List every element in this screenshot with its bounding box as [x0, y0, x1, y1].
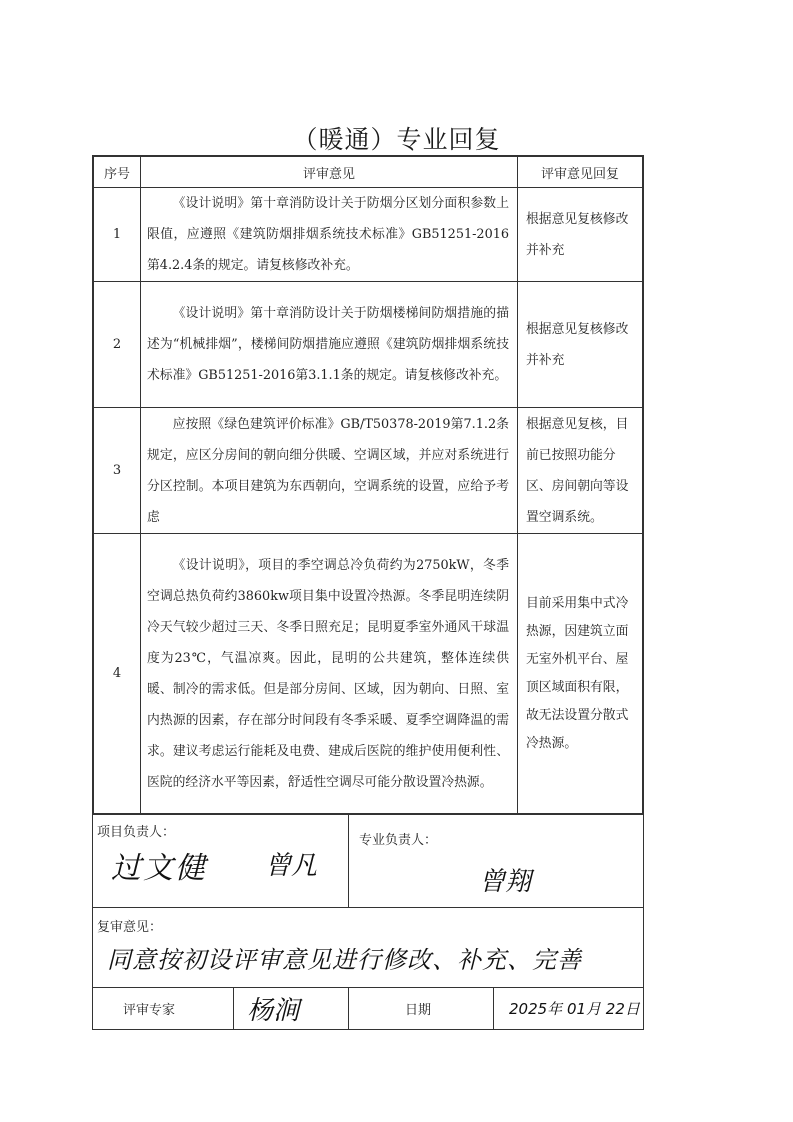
row-reply [518, 188, 643, 282]
date-value: 2025年 01月 22日 [509, 1000, 640, 1018]
expert-signature: 杨涧 [247, 996, 300, 1026]
project-leader-signature-2: 曾凡 [265, 851, 318, 881]
header-reply: 评审意见回复 [518, 157, 643, 188]
header-no: 序号 [94, 157, 141, 188]
opinion-text: 《设计说明》第十章消防设计关于防烟楼梯间防烟措施的描述为“机械排烟”，楼梯间防烟措施应遵照《建筑防烟排烟系统技术标准》GB51251-2016第3.1.1条的规定。请复核修改补充。 [147, 306, 509, 383]
discipline-leader-label: 专业负责人： [359, 833, 438, 848]
review-form [92, 155, 644, 1030]
row-reply [518, 534, 643, 814]
table-row [94, 282, 643, 408]
reply-text: 目前采用集中式冷热源，因建筑立面无室外机平台、屋顶区域面积有限，故无法设置分散式冷热源。 [526, 595, 629, 751]
opinion-text: 《设计说明》，项目的季空调总冷负荷约为2750kW，冬季空调总热负荷约3860kw项目集中设置冷热源。冬季昆明连续阴冷天气较少超过三天、冬季日照充足；昆明夏季室外通风干球温度为23℃，气温凉爽。因此，昆明的公共建筑，整体连续供暖、制冷的需求低。但是部分房间、区域，因为朝向、日照、室内热源的因素，存在部分时间段有冬季采暖、夏季空调降温的需求。建议考虑运行能耗及电费、建成后医院的维护使用便利性、医院的经济水平等因素，舒适性空调尽可能分散设置冷热源。 [147, 557, 509, 790]
opinion-text: 应按照《绿色建筑评价标准》GB/T50378-2019第7.1.2条规定，应区分房间的朝向细分供暖、空调区域，并应对系统进行分区控制。本项目建筑为东西朝向，空调系统的设置，应给予考虑 [147, 416, 509, 525]
row-opinion [141, 408, 518, 534]
row-number: 2 [94, 282, 141, 408]
header-opinion: 评审意见 [141, 157, 518, 188]
row-opinion [141, 534, 518, 814]
table-row [94, 534, 643, 814]
row-reply [518, 408, 643, 534]
re-review-handwritten: 同意按初设评审意见进行修改、补充、完善 [107, 946, 582, 974]
row-opinion [141, 282, 518, 408]
expert-row [93, 987, 643, 1029]
table-row [94, 408, 643, 534]
row-reply [518, 282, 643, 408]
table-header-row [94, 157, 643, 188]
reply-text: 根据意见复核，目前已按照功能分区、房间朝向等设置空调系统。 [526, 416, 629, 525]
row-number: 1 [94, 188, 141, 282]
page-title: （暖通）专业回复 [292, 125, 501, 154]
reply-text: 根据意见复核修改并补充 [526, 321, 629, 368]
project-leader-signature: 过文健 [111, 851, 207, 886]
signature-block [93, 814, 643, 907]
discipline-leader-signature: 曾翔 [479, 867, 532, 897]
reply-text: 根据意见复核修改并补充 [526, 211, 629, 258]
row-opinion [141, 188, 518, 282]
project-leader-label: 项目负责人： [97, 825, 176, 840]
row-number: 3 [94, 408, 141, 534]
re-review-label: 复审意见： [97, 920, 163, 935]
date-label: 日期 [405, 1003, 432, 1018]
review-table [93, 156, 643, 814]
row-number: 4 [94, 534, 141, 814]
expert-label: 评审专家 [123, 1003, 176, 1018]
opinion-text: 《设计说明》第十章消防设计关于防烟分区划分面积参数上限值，应遵照《建筑防烟排烟系统技术标准》GB51251-2016第4.2.4条的规定。请复核修改补充。 [147, 196, 509, 273]
re-review-block [93, 907, 643, 987]
table-row [94, 188, 643, 282]
